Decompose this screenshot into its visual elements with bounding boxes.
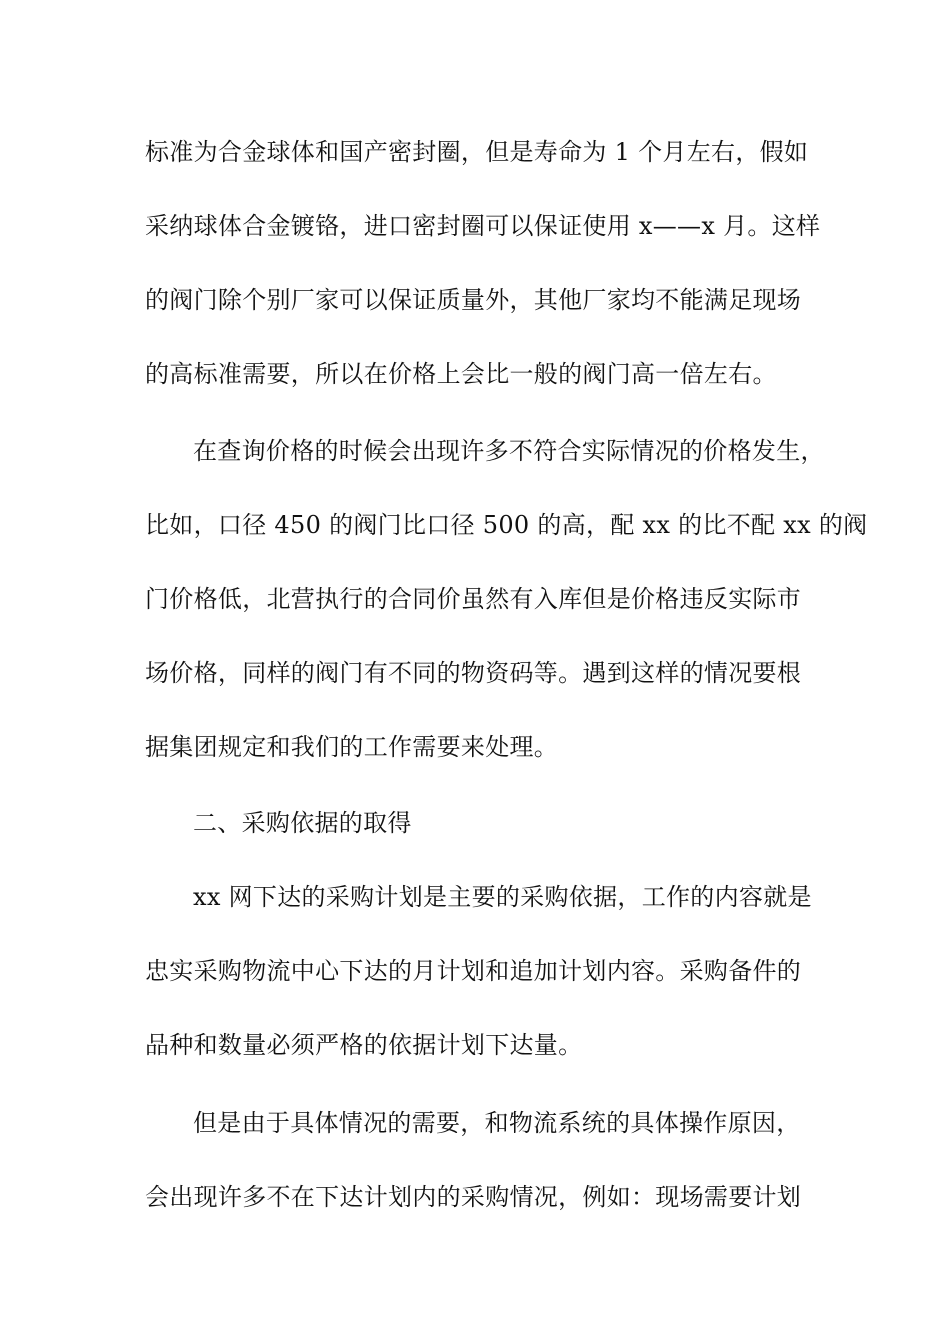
paragraph-start-line: 但是由于具体情况的需要，和物流系统的具体操作原因， (193, 1109, 801, 1137)
text-line: 场价格，同样的阀门有不同的物资码等。遇到这样的情况要根 (145, 659, 802, 687)
text-line: 品种和数量必须严格的依据计划下达量。 (145, 1031, 583, 1059)
paragraph-start-line: xx 网下达的采购计划是主要的采购依据，工作的内容就是 (193, 883, 812, 911)
text-line: 的高标准需要，所以在价格上会比一般的阀门高一倍左右。 (145, 360, 777, 388)
text-line: 会出现许多不在下达计划内的采购情况，例如：现场需要计划 (145, 1183, 802, 1211)
text-line: 标准为合金球体和国产密封圈，但是寿命为 1 个月左右，假如 (145, 138, 809, 166)
paragraph-start-line: 在查询价格的时候会出现许多不符合实际情况的价格发生， (193, 437, 825, 465)
text-line: 据集团规定和我们的工作需要来处理。 (145, 733, 559, 761)
text-line: 忠实采购物流中心下达的月计划和追加计划内容。采购备件的 (145, 957, 802, 985)
text-line: 门价格低，北营执行的合同价虽然有入库但是价格违反实际市 (145, 585, 802, 613)
section-heading: 二、采购依据的取得 (193, 809, 412, 837)
text-line: 采纳球体合金镀铬，进口密封圈可以保证使用 x——x 月。这样 (145, 212, 821, 240)
text-line: 的阀门除个别厂家可以保证质量外，其他厂家均不能满足现场 (145, 286, 802, 314)
text-line: 比如，口径 450 的阀门比口径 500 的高，配 xx 的比不配 xx 的阀 (145, 511, 868, 539)
